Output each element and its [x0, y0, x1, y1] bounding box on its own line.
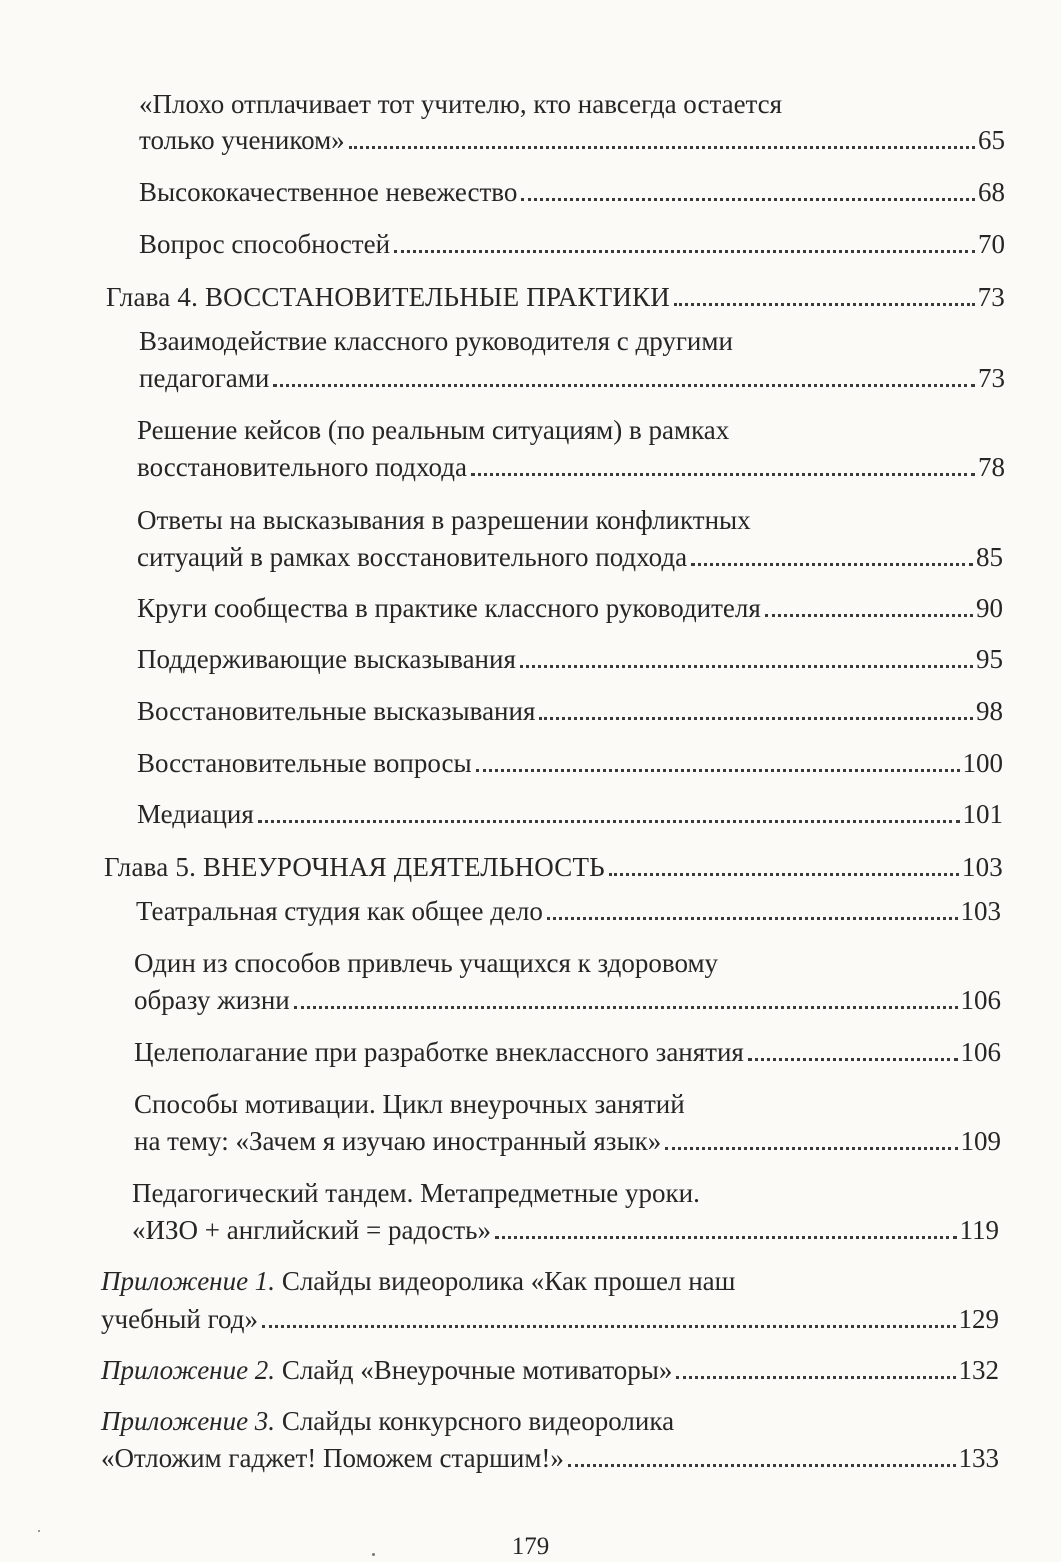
toc-entry-text: восстановительного подхода: [137, 452, 467, 482]
dot-leader: [258, 820, 960, 823]
toc-entry-text: Ответы на высказывания в разрешении конфликтных: [137, 505, 751, 535]
scan-speck: [372, 1553, 375, 1556]
dot-leader: [665, 1147, 957, 1150]
toc-page-number: 109: [960, 1126, 1001, 1156]
dot-leader: [765, 614, 973, 617]
dot-leader: [674, 303, 975, 306]
dot-leader: [521, 198, 975, 201]
toc-page-number: 73: [977, 282, 1005, 312]
toc-chapter-title: Глава 5. ВНЕУРОЧНАЯ ДЕЯТЕЛЬНОСТЬ: [104, 852, 605, 882]
dot-leader: [520, 665, 973, 668]
toc-page-number: 106: [960, 1037, 1001, 1067]
toc-appendix-first-line: [101, 1264, 735, 1298]
dot-leader: [748, 1058, 958, 1061]
toc-entry-text: Взаимодействие классного руководителя с другими: [139, 326, 733, 356]
toc-entry: [101, 1302, 999, 1336]
toc-entry-text: Вопрос способностей: [139, 229, 391, 259]
toc-page-number: 119: [959, 1215, 999, 1245]
toc-entry-text: ситуаций в рамках восстановительного подхода: [137, 542, 688, 572]
toc-page-number: 98: [976, 696, 1003, 726]
dot-leader: [691, 563, 973, 566]
toc-entry: [137, 540, 1003, 574]
appendix-label: Приложение 2.: [101, 1355, 276, 1385]
toc-entry-text: Восстановительные высказывания: [137, 696, 536, 726]
toc-page-number: 106: [960, 985, 1001, 1015]
toc-page-number: 95: [976, 644, 1003, 674]
toc-entry: [139, 123, 1005, 157]
toc-page-number: 68: [978, 177, 1005, 207]
dot-leader: [476, 769, 960, 772]
toc-page-number: 103: [960, 896, 1001, 926]
toc-page-number: 65: [978, 125, 1005, 155]
toc-entry: [134, 1035, 1001, 1069]
toc-entry-text: Слайды видеоролика «Как прошел наш: [275, 1266, 736, 1296]
toc-page-number: 132: [958, 1355, 999, 1385]
toc-entry-text: Способы мотивации. Цикл внеурочных занятий: [134, 1089, 685, 1119]
toc-entry: [139, 227, 1005, 261]
toc-entry: [101, 1441, 999, 1475]
toc-entry-text: Круги сообщества в практике классного руководителя: [137, 593, 761, 623]
toc-page-number: 90: [976, 593, 1003, 623]
toc-page-number: 78: [978, 452, 1005, 482]
toc-entry: [132, 1213, 999, 1247]
toc-entry: [134, 983, 1001, 1017]
dot-leader: [609, 873, 959, 876]
toc-entry-text: «Плохо отплачивает тот учителю, кто навсегда остается: [139, 89, 783, 119]
toc-entry: [137, 591, 1003, 625]
toc-entry-text: Поддерживающие высказывания: [137, 644, 516, 674]
toc-page-number: 129: [958, 1304, 999, 1334]
toc-page-number: 103: [961, 852, 1003, 882]
scan-speck: [38, 1530, 40, 1532]
dot-leader: [394, 250, 975, 253]
toc-chapter-entry: [106, 280, 1005, 314]
toc-entry-text: только учеником»: [139, 125, 345, 155]
toc-entry: [137, 746, 1003, 780]
toc-appendix-text: [101, 1353, 672, 1387]
toc-appendix-first-line: [101, 1404, 674, 1438]
dot-leader: [262, 1325, 956, 1328]
toc-page-number: 100: [962, 748, 1003, 778]
toc-chapter-entry: [104, 850, 1003, 884]
dot-leader: [273, 384, 975, 387]
toc-entry-text: на тему: «Зачем я изучаю иностранный язык»: [134, 1126, 662, 1156]
toc-entry-text: Слайды конкурсного видеоролика: [275, 1406, 675, 1436]
toc-entry-text: Высококачественное невежество: [139, 177, 518, 207]
toc-entry-text: Слайд «Внеурочные мотиваторы»: [275, 1355, 673, 1385]
toc-entry: [101, 1353, 999, 1387]
toc-page-number: 133: [958, 1443, 999, 1473]
toc-entry: [137, 797, 1003, 831]
toc-entry-text: «ИЗО + английский = радость»: [132, 1215, 491, 1245]
dot-leader: [539, 717, 973, 720]
toc-entry: [139, 361, 1005, 395]
dot-leader: [676, 1376, 955, 1379]
toc-entry: [137, 694, 1003, 728]
toc-entry-text: Медиация: [137, 799, 254, 829]
dot-leader: [568, 1464, 956, 1467]
toc-entry: [137, 642, 1003, 676]
toc-page-number: 101: [962, 799, 1003, 829]
toc-entry-text: Театральная студия как общее дело: [136, 896, 543, 926]
toc-page-number: 73: [978, 363, 1005, 393]
toc-chapter-title: Глава 4. ВОССТАНОВИТЕЛЬНЫЕ ПРАКТИКИ: [106, 282, 670, 312]
toc-page-number: 70: [978, 229, 1005, 259]
toc-entry-text: Решение кейсов (по реальным ситуациям) в рамках: [137, 415, 730, 445]
dot-leader: [294, 1006, 958, 1009]
appendix-label: Приложение 3.: [101, 1406, 276, 1436]
toc-entry-text: педагогами: [139, 363, 270, 393]
toc-entry-text: Целеполагание при разработке внеклассного занятия: [134, 1037, 744, 1067]
page-number: 179: [511, 1533, 550, 1560]
toc-entry: [137, 450, 1005, 484]
toc-entry: [136, 894, 1001, 928]
toc-entry-text: Восстановительные вопросы: [137, 748, 472, 778]
toc-entry-text: Один из способов привлечь учащихся к здоровому: [134, 948, 719, 978]
dot-leader: [547, 917, 958, 920]
toc-page-number: 85: [976, 542, 1003, 572]
toc-entry-text: учебный год»: [101, 1304, 258, 1334]
appendix-label: Приложение 1.: [101, 1266, 276, 1296]
toc-entry: [134, 1124, 1001, 1158]
toc-entry-text: образу жизни: [134, 985, 290, 1015]
dot-leader: [495, 1236, 957, 1239]
dot-leader: [471, 473, 975, 476]
dot-leader: [349, 146, 975, 149]
toc-entry: [139, 175, 1005, 209]
toc-entry-text: Педагогический тандем. Метапредметные уроки.: [132, 1178, 700, 1208]
toc-entry-text: «Отложим гаджет! Поможем старшим!»: [101, 1443, 564, 1473]
